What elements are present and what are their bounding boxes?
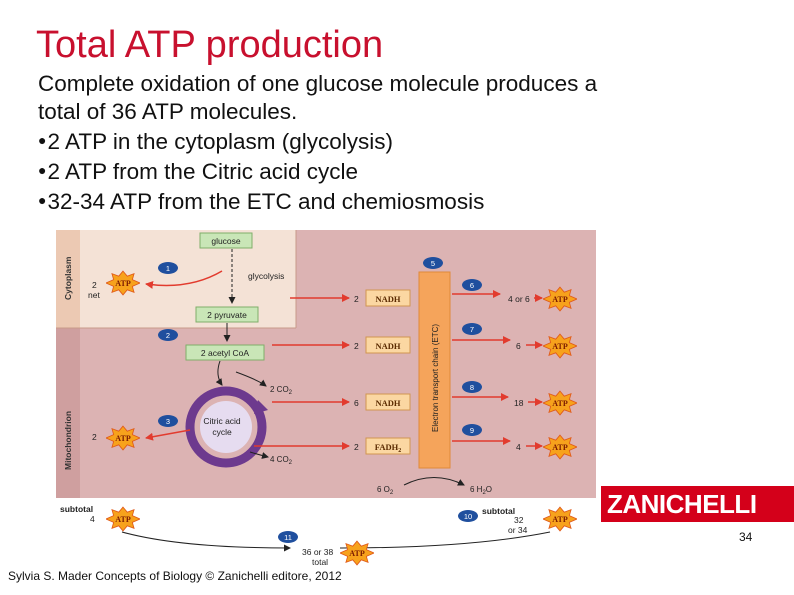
atp-star-label: ATP <box>349 549 365 558</box>
step-number: 11 <box>284 533 292 542</box>
bullet-text: 2 ATP from the Citric acid cycle <box>47 159 358 184</box>
step-number: 7 <box>469 325 475 334</box>
water-label: 6 $H_2O$ <box>470 485 493 496</box>
subtotal-value: or 34 <box>508 525 528 535</box>
bullet-icon: ● <box>38 132 47 148</box>
step-number: 5 <box>430 259 436 268</box>
carrier-name: NADH <box>375 294 401 304</box>
carrier-count: 2 <box>354 294 359 304</box>
step-number: 6 <box>469 281 475 290</box>
carrier-count: 6 <box>354 398 359 408</box>
glucose-label: glucose <box>211 236 241 246</box>
step-number: 10 <box>463 512 473 521</box>
step-number: 9 <box>469 426 475 435</box>
pyruvate-label: 2 pyruvate <box>207 310 247 320</box>
total-value: 36 or 38 <box>302 547 334 557</box>
bullet-icon: ● <box>38 162 47 178</box>
intro-line: Complete oxidation of one glucose molecule produces a <box>38 71 598 96</box>
intro-line: total of 36 ATP molecules. <box>38 99 298 124</box>
subtotal-value: 4 <box>90 514 95 524</box>
carrier-name: NADH <box>375 398 401 408</box>
glycolysis-label: glycolysis <box>248 271 285 281</box>
atp-yield: 4 <box>516 442 521 452</box>
subtotal-label: subtotal <box>60 504 94 514</box>
etc-label: Electron transport chain (ETC) <box>431 323 440 432</box>
atp-yield: 18 <box>514 398 524 408</box>
mitochondrion-label: Mitochondrion <box>63 410 73 470</box>
carrier-name: NADH <box>375 341 401 351</box>
total-label: total <box>312 557 329 567</box>
publisher-logo: ZANICHELLI <box>601 486 794 522</box>
cytoplasm-label: Cytoplasm <box>63 256 73 300</box>
atp-count: 2 <box>92 432 97 442</box>
bullet-icon: ● <box>38 192 47 208</box>
subtotal-value: 32 <box>514 515 524 525</box>
bullet-text: 2 ATP in the cytoplasm (glycolysis) <box>47 129 394 154</box>
atp-star-label: ATP <box>552 399 568 408</box>
atp-net-label: net <box>88 290 100 300</box>
carrier-count: 2 <box>354 442 359 452</box>
atp-star-label: ATP <box>115 279 131 288</box>
co2-label: 2 $CO_2$ <box>270 385 293 396</box>
co2-label: 4 $CO_2$ <box>270 455 293 466</box>
atp-star-label: ATP <box>552 443 568 452</box>
carrier-name: $FADH_2$ <box>374 442 402 454</box>
atp-yield: 6 <box>516 341 521 351</box>
step-number: 8 <box>469 383 475 392</box>
subtotal-label: subtotal <box>482 506 516 516</box>
slide-title: Total ATP production <box>36 24 384 66</box>
carrier-count: 2 <box>354 341 359 351</box>
step-number: 3 <box>165 417 171 426</box>
atp-count: 2 <box>92 280 97 290</box>
atp-yield: 4 or 6 <box>508 294 530 304</box>
page-number: 34 <box>739 530 753 544</box>
atp-star-label: ATP <box>552 342 568 351</box>
atp-star-label: ATP <box>115 434 131 443</box>
step-number: 2 <box>165 331 171 340</box>
bullet-text: 32-34 ATP from the ETC and chemiosmosis <box>47 189 485 214</box>
cycle-label: cycle <box>212 427 232 437</box>
step-number: 1 <box>165 264 171 273</box>
atp-star-label: ATP <box>115 515 131 524</box>
credit-line: Sylvia S. Mader Concepts of Biology © Zanichelli editore, 2012 <box>8 569 342 583</box>
oxygen-label: 6 $O_2$ <box>377 485 394 496</box>
atp-star-label: ATP <box>552 295 568 304</box>
atp-star-label: ATP <box>552 515 568 524</box>
cycle-label: Citric acid <box>203 416 241 426</box>
acetyl-coa-label: 2 acetyl CoA <box>200 348 250 358</box>
